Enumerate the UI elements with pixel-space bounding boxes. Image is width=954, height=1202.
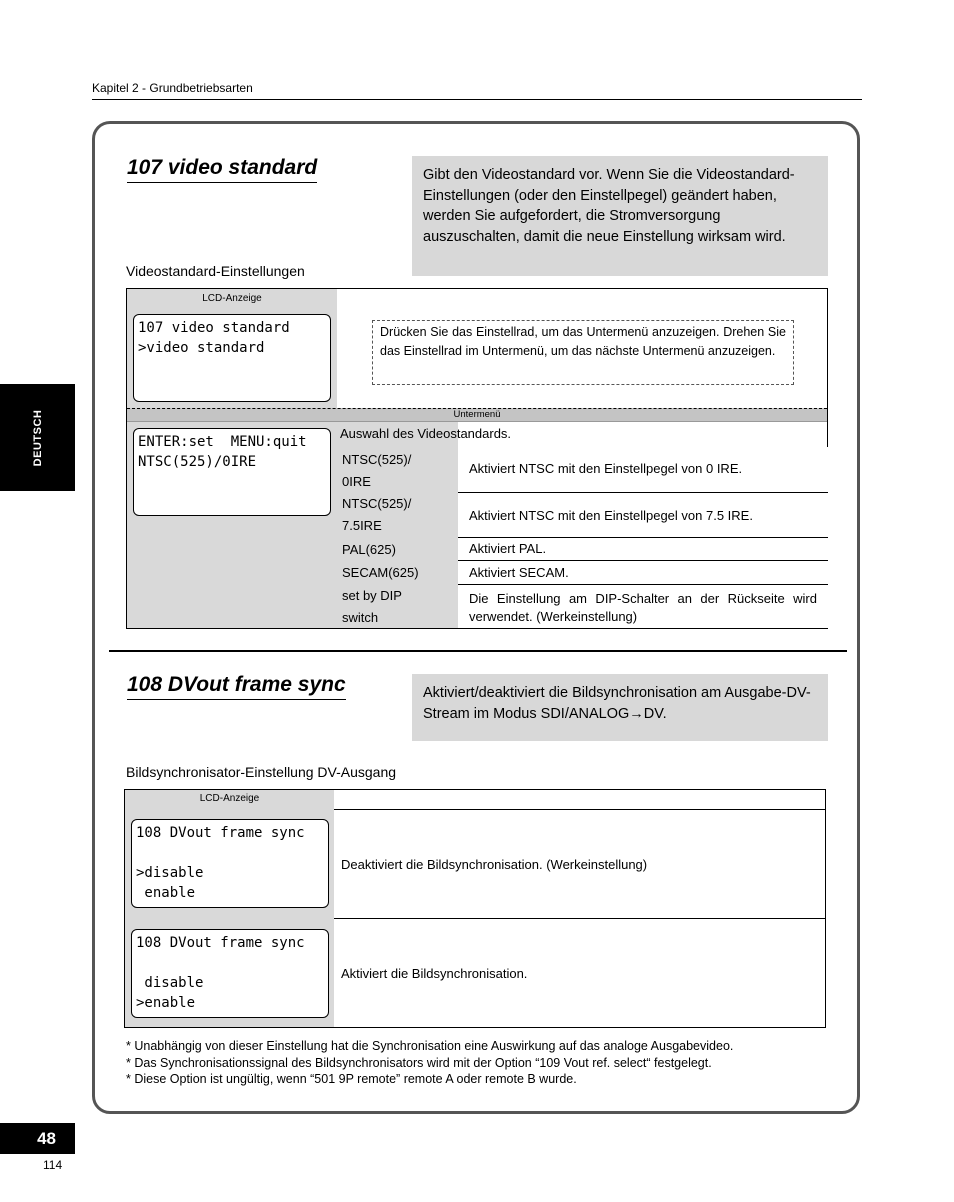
footnote: * Diese Option ist ungültig, wenn “501 9P remote” remote A oder remote B wurde.	[126, 1072, 577, 1086]
section-108-description: Aktiviert/deaktiviert die Bildsynchronisation am Ausgabe-DV-Stream im Modus SDI/ANALOG→DV.	[412, 674, 828, 741]
option-cell	[458, 538, 828, 560]
row-divider	[334, 918, 825, 919]
lcd-label: LCD-Anzeige	[202, 293, 262, 304]
option-cell	[458, 493, 828, 537]
option-name: SECAM(625)	[342, 565, 419, 580]
footnote: * Das Synchronisationssignal des Bildsynchronisators wird mit der Option “109 Vout ref. select“ festgelegt.	[126, 1056, 712, 1070]
option-description: Die Einstellung am DIP-Schalter an der Rückseite wird verwendet. (Werkeinstellung)	[469, 591, 817, 624]
option-description: Aktiviert PAL.	[469, 541, 547, 556]
lcd-display-enable: 108 DVout frame sync disable >enable	[131, 929, 329, 1018]
language-tab	[0, 384, 75, 491]
footnote: * Unabhängig von dieser Einstellung hat die Synchronisation eine Auswirkung auf das analoge Ausgabevideo.	[126, 1039, 734, 1053]
section-108-caption: Bildsynchronisator-Einstellung DV-Ausgang	[126, 764, 397, 780]
option-cell	[458, 561, 828, 584]
submenu-note: Drücken Sie das Einstellrad, um das Untermenü anzuzeigen. Drehen Sie das Einstellrad im Untermenü, um das nächste Untermenü anzuzeigen.	[372, 320, 794, 385]
sub-page-number: 114	[43, 1158, 63, 1172]
header-rule	[92, 99, 862, 100]
lcd-display-1: 107 video standard >video standard	[133, 314, 331, 402]
option-name: set by DIP switch	[342, 588, 402, 625]
section-separator	[109, 650, 847, 652]
submenu-label: Untermenü	[453, 409, 501, 420]
option-description: Aktiviert SECAM.	[469, 565, 569, 580]
lcd-label: LCD-Anzeige	[199, 793, 260, 804]
lcd-display-2: ENTER:set MENU:quit NTSC(525)/0IRE	[133, 428, 331, 516]
video-standard-table	[126, 288, 828, 629]
option-name: NTSC(525)/ 7.5IRE	[342, 496, 412, 533]
option-cell	[458, 447, 828, 492]
language-tab-label: DEUTSCH	[31, 409, 44, 466]
row-divider	[334, 809, 825, 810]
page-number: 48	[37, 1129, 56, 1148]
option-description: Aktiviert NTSC mit den Einstellpegel von 0 IRE.	[469, 461, 743, 476]
section-107-caption: Videostandard-Einstellungen	[126, 263, 305, 279]
section-107-title: 107 video standard	[127, 156, 317, 183]
section-108-title: 108 DVout frame sync	[127, 673, 346, 700]
page-number-box	[0, 1123, 75, 1154]
lcd-display-disable: 108 DVout frame sync >disable enable	[131, 819, 329, 908]
section-107-description: Gibt den Videostandard vor. Wenn Sie die Videostandard-Einstellungen (oder den Einstellpegel) geändert haben, werden Sie aufgefordert, die Stromversorgung auszuschalten, damit die neue Einstellung wirksam wird.	[412, 156, 828, 276]
option-name: NTSC(525)/ 0IRE	[342, 452, 412, 489]
sync-option-description: Aktiviert die Bildsynchronisation.	[341, 966, 528, 981]
option-name: PAL(625)	[342, 542, 396, 557]
sync-option-description: Deaktiviert die Bildsynchronisation. (Werkeinstellung)	[341, 857, 648, 872]
chapter-header: Kapitel 2 - Grundbetriebsarten	[92, 81, 253, 95]
submenu-intro: Auswahl des Videostandards.	[340, 426, 512, 441]
option-description: Aktiviert NTSC mit den Einstellpegel von 7.5 IRE.	[469, 508, 753, 523]
frame-sync-table	[124, 789, 826, 1028]
option-cell	[458, 585, 828, 628]
